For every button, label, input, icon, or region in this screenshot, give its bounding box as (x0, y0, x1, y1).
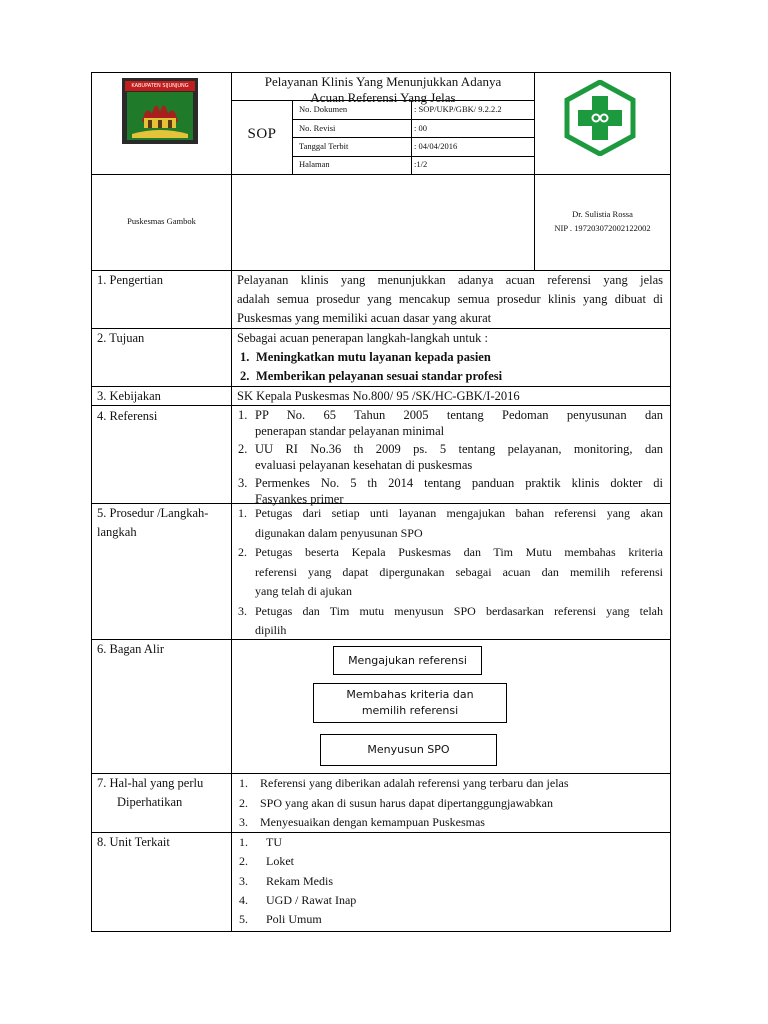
puskesmas-name: Puskesmas Gambok (127, 216, 196, 226)
hal-item-text: Menyesuaikan dengan kemampuan Puskesmas (260, 815, 485, 829)
unit-item-num: 5. (239, 912, 248, 927)
title-line-2: Acuan Referensi Yang Jelas (310, 90, 456, 105)
signer-name: Dr. Sulistia Rossa (572, 209, 633, 219)
unit-item-text: UGD / Rawat Inap (266, 892, 357, 907)
unit-item-num: 3. (239, 873, 248, 888)
pengertian-text (237, 271, 663, 328)
prosedur-item-line: digunakan dalam penyusunan SPO (255, 525, 423, 540)
hal-item (239, 813, 569, 833)
tujuan-item-text: Memberikan pelayanan sesuai standar profesi (256, 369, 503, 383)
hal-item-num: 2. (239, 795, 248, 810)
field-label-tanggal-terbit: Tanggal Terbit (299, 141, 349, 151)
referensi-item (238, 475, 663, 507)
referensi-item-num: 2. (238, 442, 248, 456)
prosedur-item-line: Petugas dari setiap unti layanan mengajukan bahan referensi yang akan (255, 506, 663, 520)
prosedur-item-line: referensi yang dapat dipergunakan sebagai acuan dan memilih referensi (255, 564, 663, 579)
hal-item-text: SPO yang akan di susun harus dapat dipertanggungjawabkan (260, 795, 553, 810)
section-label-bagan-alir: 6. Bagan Alir (97, 642, 165, 656)
section-label-hal-hal (97, 774, 203, 812)
prosedur-item-num: 2. (238, 545, 247, 559)
flow-step-membahas-line: Membahas kriteria dan (346, 688, 474, 701)
referensi-item-line: UU RI No.36 th 2009 ps. 5 tentang pelayanan, monitoring, dan (255, 442, 663, 456)
referensi-item-line: PP No. 65 Tahun 2005 tentang Pedoman penyusunan dan (255, 408, 663, 422)
prosedur-item-line: yang telah di ajukan (255, 584, 352, 598)
prosedur-item (238, 504, 663, 543)
prosedur-item (238, 602, 663, 641)
section-label-unit-terkait: 8. Unit Terkait (97, 835, 170, 849)
tujuan-intro: Sebagai acuan penerapan langkah-langkah untuk : (237, 331, 488, 345)
title-line-1: Pelayanan Klinis Yang Menunjukkan Adanya (264, 74, 502, 89)
prosedur-list (238, 504, 663, 641)
unit-list (239, 833, 356, 929)
unit-item (239, 852, 356, 871)
referensi-item-line: Fasyankes primer (255, 492, 344, 506)
pengertian-line: adalah semua prosedur yang mencakup semua prosedur klinis yang dibuat di (237, 292, 663, 306)
regency-logo (122, 78, 198, 144)
hal-label-line: 7. Hal-hal yang perlu (97, 776, 204, 790)
hal-item-num: 3. (239, 815, 248, 829)
flow-step-membahas (313, 683, 507, 723)
prosedur-item-line: Petugas beserta Kepala Puskesmas dan Tim Mutu membahas kriteria (255, 545, 663, 559)
unit-item-text: Loket (266, 854, 294, 869)
unit-item-text: TU (266, 835, 282, 849)
field-value-tanggal-terbit: : 04/04/2016 (414, 141, 458, 151)
hal-label-line: Diperhatikan (117, 795, 183, 809)
referensi-item (238, 407, 663, 439)
regency-logo-caption: KABUPATEN SIJUNJUNG (131, 83, 189, 89)
unit-item-num: 1. (239, 835, 248, 849)
tujuan-item-text: Meningkatkan mutu layanan kepada pasien (256, 350, 491, 364)
flow-step-mengajukan: Mengajukan referensi (333, 646, 482, 675)
section-label-pengertian: 1. Pengertian (97, 273, 163, 287)
document-title (232, 74, 534, 106)
field-label-no-revisi: No. Revisi (299, 123, 336, 133)
referensi-item (238, 441, 663, 473)
hal-item-num: 1. (239, 776, 248, 790)
referensi-item-line: penerapan standar pelayanan minimal (255, 424, 445, 438)
hal-item (239, 774, 569, 794)
flow-step-membahas-line: memilih referensi (361, 704, 459, 717)
unit-item-num: 4. (239, 892, 248, 907)
field-value-no-dokumen: : SOP/UKP/GBK/ 9.2.2.2 (414, 104, 502, 114)
unit-item-text: Poli Umum (266, 912, 322, 927)
prosedur-label-line: 5. Prosedur /Langkah- (97, 506, 209, 520)
prosedur-item-line: dipilih (255, 623, 287, 637)
referensi-item-num: 1. (238, 408, 248, 422)
prosedur-item-line: Petugas dan Tim mutu menyusun SPO berdasarkan referensi yang telah (255, 603, 663, 618)
pengertian-line: Puskesmas yang memiliki acuan dasar yang akurat (237, 311, 492, 325)
unit-item (239, 891, 356, 910)
unit-item-text: Rekam Medis (266, 873, 333, 888)
prosedur-item (238, 543, 663, 602)
referensi-list (238, 407, 663, 507)
section-label-prosedur (97, 504, 208, 542)
field-label-halaman: Halaman (299, 159, 330, 169)
unit-item-num: 2. (239, 854, 248, 869)
referensi-item-line: evaluasi pelayanan kesehatan di puskesmas (255, 458, 473, 472)
sop-label: SOP (247, 126, 277, 142)
flow-step-menyusun: Menyusun SPO (320, 734, 497, 766)
pengertian-line: Pelayanan klinis yang menunjukkan adanya acuan referensi yang jelas (237, 273, 663, 287)
hal-list (239, 774, 569, 833)
field-value-no-revisi: : 00 (414, 123, 427, 133)
referensi-item-num: 3. (238, 476, 248, 490)
unit-item (239, 872, 356, 891)
hal-item-text: Referensi yang diberikan adalah referensi yang terbaru dan jelas (260, 776, 569, 790)
prosedur-item-num: 1. (238, 506, 247, 520)
prosedur-item-num: 3. (238, 603, 247, 618)
section-label-kebijakan: 3. Kebijakan (97, 389, 161, 403)
section-label-tujuan: 2. Tujuan (97, 331, 145, 345)
puskesmas-logo (562, 80, 638, 156)
unit-item (239, 910, 356, 929)
tujuan-item-num: 1. (240, 350, 250, 364)
referensi-item-line: Permenkes No. 5 th 2014 tentang panduan praktik klinis dokter di (255, 476, 663, 490)
signer-nip: NIP . 197203072002122002 (554, 223, 651, 233)
kebijakan-text: SK Kepala Puskesmas No.800/ 95 /SK/HC-GBK/I-2016 (237, 389, 520, 403)
unit-item (239, 833, 356, 852)
field-value-halaman: :1/2 (414, 159, 428, 169)
prosedur-label-line: langkah (97, 525, 137, 539)
section-label-referensi: 4. Referensi (97, 409, 158, 423)
hal-item (239, 794, 569, 814)
tujuan-item-num: 2. (240, 369, 250, 383)
field-label-no-dokumen: No. Dokumen (299, 104, 348, 114)
